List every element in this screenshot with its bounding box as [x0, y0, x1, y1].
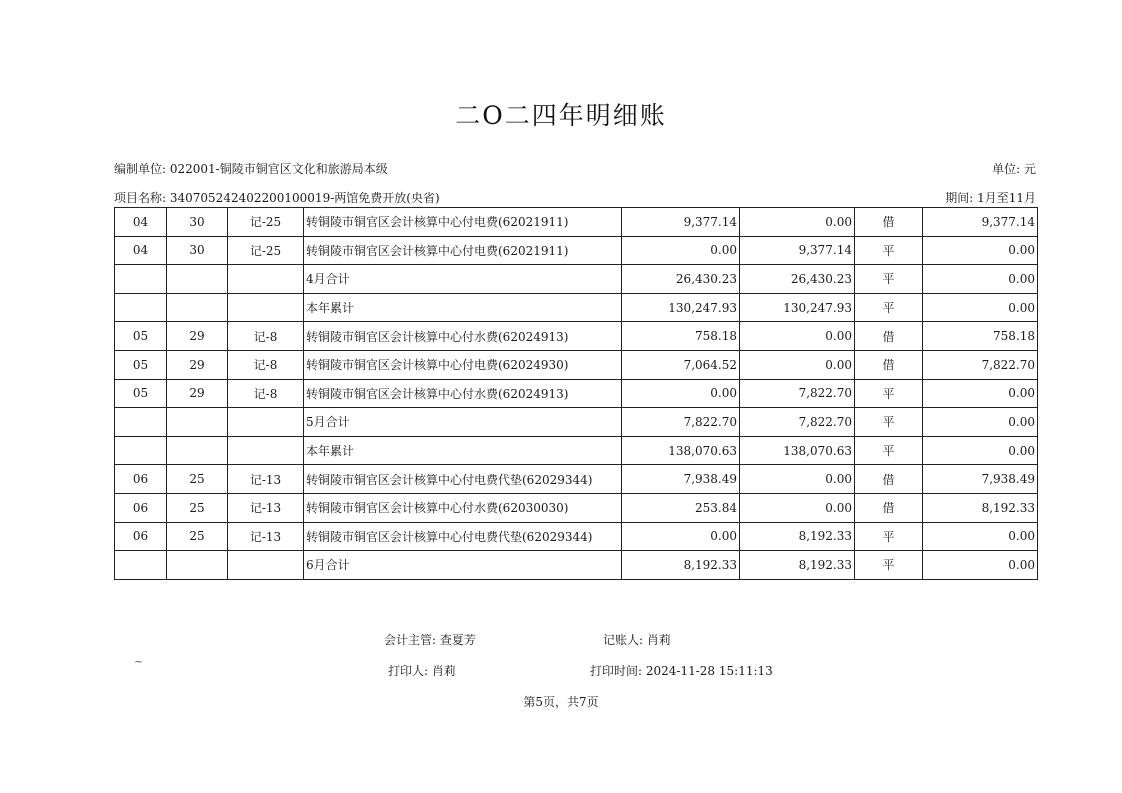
cell-voucher: 记-13	[228, 493, 304, 522]
project-label: 项目名称:	[114, 191, 167, 205]
cell-voucher	[228, 408, 304, 437]
cell-credit: 0.00	[740, 322, 855, 351]
table-row	[115, 522, 1038, 551]
cell-debit: 0.00	[622, 236, 740, 265]
table-row	[115, 436, 1038, 465]
cell-direction: 平	[855, 436, 923, 465]
ledger-table	[114, 207, 1038, 580]
cell-day	[167, 408, 228, 437]
cell-credit: 7,822.70	[740, 379, 855, 408]
cell-summary: 4月合计	[304, 265, 622, 294]
table-row	[115, 493, 1038, 522]
stray-mark: ~	[134, 655, 144, 668]
cell-direction: 平	[855, 379, 923, 408]
cell-month: 04	[115, 208, 167, 237]
cell-month: 06	[115, 493, 167, 522]
cell-direction: 借	[855, 322, 923, 351]
cell-balance: 7,938.49	[923, 465, 1038, 494]
cell-balance: 0.00	[923, 379, 1038, 408]
project-value: 34070524240220010​0019-两馆免费开放(央省)	[169, 191, 440, 205]
cell-day: 30	[167, 208, 228, 237]
print-time-label: 打印时间:	[590, 664, 643, 678]
table-row	[115, 350, 1038, 379]
cell-debit: 253.84	[622, 493, 740, 522]
period-line	[945, 189, 1036, 206]
cell-summary: 转铜陵市铜官区会计核算中心付水费(62024913)	[304, 322, 622, 351]
cell-credit: 9,377.14	[740, 236, 855, 265]
cell-balance: 0.00	[923, 436, 1038, 465]
cell-balance: 0.00	[923, 522, 1038, 551]
table-row	[115, 293, 1038, 322]
table-row	[115, 322, 1038, 351]
organization-value: 022001-铜陵市铜官区文化和旅游局本级	[169, 162, 388, 176]
page-number: 第5页，共7页	[523, 695, 599, 709]
cell-day	[167, 265, 228, 294]
cell-credit: 7,822.70	[740, 408, 855, 437]
cell-month	[115, 436, 167, 465]
cell-direction: 平	[855, 265, 923, 294]
cell-summary: 转铜陵市铜官区会计核算中心付电费(62021911)	[304, 208, 622, 237]
cell-balance: 0.00	[923, 408, 1038, 437]
cell-direction: 平	[855, 522, 923, 551]
supervisor-label: 会计主管:	[384, 633, 437, 647]
cell-day: 25	[167, 522, 228, 551]
cell-day: 29	[167, 350, 228, 379]
cell-balance: 9,377.14	[923, 208, 1038, 237]
cell-voucher: 记-8	[228, 350, 304, 379]
period-label: 期间:	[945, 191, 974, 205]
cell-balance: 7,822.70	[923, 350, 1038, 379]
cell-debit: 130,247.93	[622, 293, 740, 322]
cell-direction: 借	[855, 208, 923, 237]
cell-summary: 本年累计	[304, 293, 622, 322]
supervisor-value: 查夏芳	[439, 633, 476, 647]
cell-debit: 7,822.70	[622, 408, 740, 437]
cell-credit: 0.00	[740, 493, 855, 522]
cell-summary: 转铜陵市铜官区会计核算中心付水费(62024913)	[304, 379, 622, 408]
cell-balance: 0.00	[923, 551, 1038, 580]
cell-voucher	[228, 436, 304, 465]
cell-voucher	[228, 293, 304, 322]
currency-unit-value: 元	[1023, 162, 1036, 176]
cell-voucher	[228, 265, 304, 294]
printer-line	[388, 662, 456, 679]
cell-direction: 借	[855, 350, 923, 379]
cell-voucher: 记-8	[228, 379, 304, 408]
cell-voucher: 记-25	[228, 208, 304, 237]
print-time-line	[590, 662, 773, 679]
cell-balance: 0.00	[923, 265, 1038, 294]
cell-balance: 0.00	[923, 293, 1038, 322]
cell-summary: 转铜陵市铜官区会计核算中心付电费代垫(62029344)	[304, 465, 622, 494]
cell-day: 25	[167, 465, 228, 494]
cell-summary: 转铜陵市铜官区会计核算中心付水费(62030030)	[304, 493, 622, 522]
cell-voucher	[228, 551, 304, 580]
cell-summary: 本年累计	[304, 436, 622, 465]
cell-balance: 0.00	[923, 236, 1038, 265]
project-line	[114, 189, 440, 206]
cell-debit: 138,070.63	[622, 436, 740, 465]
cell-month: 05	[115, 350, 167, 379]
cell-direction: 平	[855, 293, 923, 322]
cell-month	[115, 293, 167, 322]
cell-summary: 转铜陵市铜官区会计核算中心付电费(62024930)	[304, 350, 622, 379]
cell-debit: 758.18	[622, 322, 740, 351]
cell-credit: 8,192.33	[740, 522, 855, 551]
cell-debit: 0.00	[622, 522, 740, 551]
cell-summary: 转铜陵市铜官区会计核算中心付电费代垫(62029344)	[304, 522, 622, 551]
cell-month: 06	[115, 465, 167, 494]
table-row	[115, 465, 1038, 494]
organization-line	[114, 160, 388, 177]
bookkeeper-line	[603, 631, 671, 648]
cell-credit: 0.00	[740, 208, 855, 237]
cell-credit: 8,192.33	[740, 551, 855, 580]
cell-direction: 平	[855, 408, 923, 437]
print-time-value: 2024-11-28 15:11:13	[645, 664, 773, 678]
cell-balance: 758.18	[923, 322, 1038, 351]
document-title: 二O二四年明细账	[455, 101, 667, 130]
cell-debit: 0.00	[622, 379, 740, 408]
cell-credit: 138,070.63	[740, 436, 855, 465]
cell-month	[115, 408, 167, 437]
cell-month: 05	[115, 379, 167, 408]
cell-debit: 8,192.33	[622, 551, 740, 580]
table-row	[115, 408, 1038, 437]
printer-label: 打印人:	[388, 664, 429, 678]
cell-day: 30	[167, 236, 228, 265]
cell-month: 04	[115, 236, 167, 265]
table-row	[115, 551, 1038, 580]
table-row	[115, 379, 1038, 408]
cell-month: 05	[115, 322, 167, 351]
organization-label: 编制单位:	[114, 162, 167, 176]
cell-voucher: 记-13	[228, 465, 304, 494]
supervisor-line	[384, 631, 476, 648]
period-value: 1月至11月	[977, 191, 1036, 205]
table-row	[115, 208, 1038, 237]
cell-credit: 0.00	[740, 465, 855, 494]
cell-direction: 借	[855, 493, 923, 522]
cell-balance: 8,192.33	[923, 493, 1038, 522]
cell-day: 29	[167, 379, 228, 408]
currency-unit-label: 单位:	[992, 162, 1021, 176]
cell-month: 06	[115, 522, 167, 551]
cell-day	[167, 551, 228, 580]
cell-credit: 26,430.23	[740, 265, 855, 294]
cell-day: 25	[167, 493, 228, 522]
cell-month	[115, 551, 167, 580]
cell-credit: 0.00	[740, 350, 855, 379]
cell-voucher: 记-13	[228, 522, 304, 551]
cell-summary: 5月合计	[304, 408, 622, 437]
currency-unit-line	[992, 160, 1036, 177]
cell-direction: 平	[855, 551, 923, 580]
cell-direction: 平	[855, 236, 923, 265]
cell-credit: 130,247.93	[740, 293, 855, 322]
cell-direction: 借	[855, 465, 923, 494]
cell-day	[167, 436, 228, 465]
cell-summary: 6月合计	[304, 551, 622, 580]
cell-debit: 9,377.14	[622, 208, 740, 237]
ledger-body	[115, 208, 1038, 580]
cell-day	[167, 293, 228, 322]
cell-voucher: 记-8	[228, 322, 304, 351]
cell-debit: 7,938.49	[622, 465, 740, 494]
cell-debit: 26,430.23	[622, 265, 740, 294]
table-row	[115, 236, 1038, 265]
cell-debit: 7,064.52	[622, 350, 740, 379]
table-row	[115, 265, 1038, 294]
cell-month	[115, 265, 167, 294]
cell-day: 29	[167, 322, 228, 351]
bookkeeper-value: 肖莉	[646, 633, 671, 647]
printer-value: 肖莉	[431, 664, 456, 678]
cell-summary: 转铜陵市铜官区会计核算中心付电费(62021911)	[304, 236, 622, 265]
bookkeeper-label: 记账人:	[603, 633, 644, 647]
cell-voucher: 记-25	[228, 236, 304, 265]
